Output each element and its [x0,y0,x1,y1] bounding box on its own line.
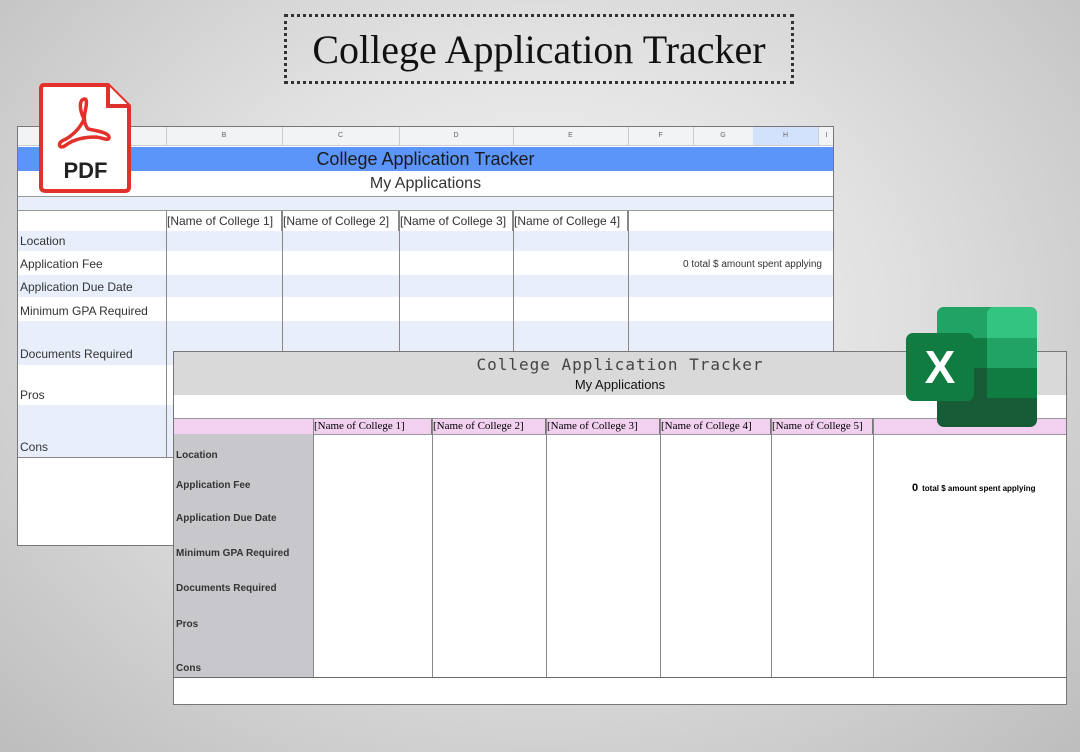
column-header-e: E [513,127,629,145]
back-row-due-date: Application Due Date [20,280,133,294]
grid-line [432,418,433,677]
front-sheet-subtitle: My Applications [574,377,666,392]
front-row-application-fee: Application Fee [176,480,251,491]
row-band [18,275,833,297]
back-fee-total [683,259,822,270]
front-header-college-3: [Name of College 3] [546,419,660,434]
back-row-documents: Documents Required [20,347,133,361]
grid-line [660,418,661,677]
front-fee-total-value: 0 [912,482,919,494]
back-fee-total-value: 0 [683,259,689,270]
front-row-location: Location [176,450,218,461]
row-band [18,231,833,251]
front-header-college-4: [Name of College 4] [660,419,771,434]
column-header-d: D [399,127,514,145]
back-row-application-fee: Application Fee [20,257,103,271]
spacer-row [18,197,833,211]
grid-line [873,418,874,677]
back-sheet-title: College Application Tracker [18,147,833,171]
column-header-i: I [818,127,834,145]
front-fee-total [912,482,1035,494]
grid-line [771,418,772,677]
front-fee-total-label: total $ amount spent applying [922,484,1036,493]
back-row-location: Location [20,234,66,248]
front-row-pros: Pros [176,619,199,630]
front-row-due-date: Application Due Date [176,513,277,524]
back-row-min-gpa: Minimum GPA Required [20,304,148,318]
back-fee-total-label: total $ amount spent applying [691,259,822,270]
back-header-college-1: [Name of College 1] [166,211,282,231]
front-row-documents: Documents Required [176,583,277,594]
grid-line [166,211,167,457]
back-header-college-2: [Name of College 2] [282,211,399,231]
grid-line [174,677,1066,678]
column-header-f: F [628,127,694,145]
pdf-icon-label: PDF [63,158,108,183]
column-header-row [18,127,833,146]
excel-file-icon [906,306,1038,428]
column-header-g: G [693,127,754,145]
back-header-college-3: [Name of College 3] [399,211,513,231]
column-header-c: C [282,127,400,145]
front-row-cons: Cons [176,663,201,674]
grid-line [313,418,314,677]
column-header-b: B [166,127,283,145]
front-header-college-5: [Name of College 5] [771,419,873,434]
excel-icon-label: X [924,341,956,393]
back-header-college-4: [Name of College 4] [513,211,628,231]
back-row-pros: Pros [20,388,45,402]
pdf-file-icon [38,81,133,194]
back-sheet-subtitle: My Applications [18,172,833,197]
front-header-college-1: [Name of College 1] [313,419,432,434]
grid-line [546,418,547,677]
front-header-college-2: [Name of College 2] [432,419,546,434]
back-row-cons: Cons [20,440,49,454]
front-sheet-title: College Application Tracker [476,355,764,374]
column-header-h: H [753,127,819,145]
front-row-min-gpa: Minimum GPA Required [176,548,290,559]
banner-title: College Application Tracker [284,14,794,84]
